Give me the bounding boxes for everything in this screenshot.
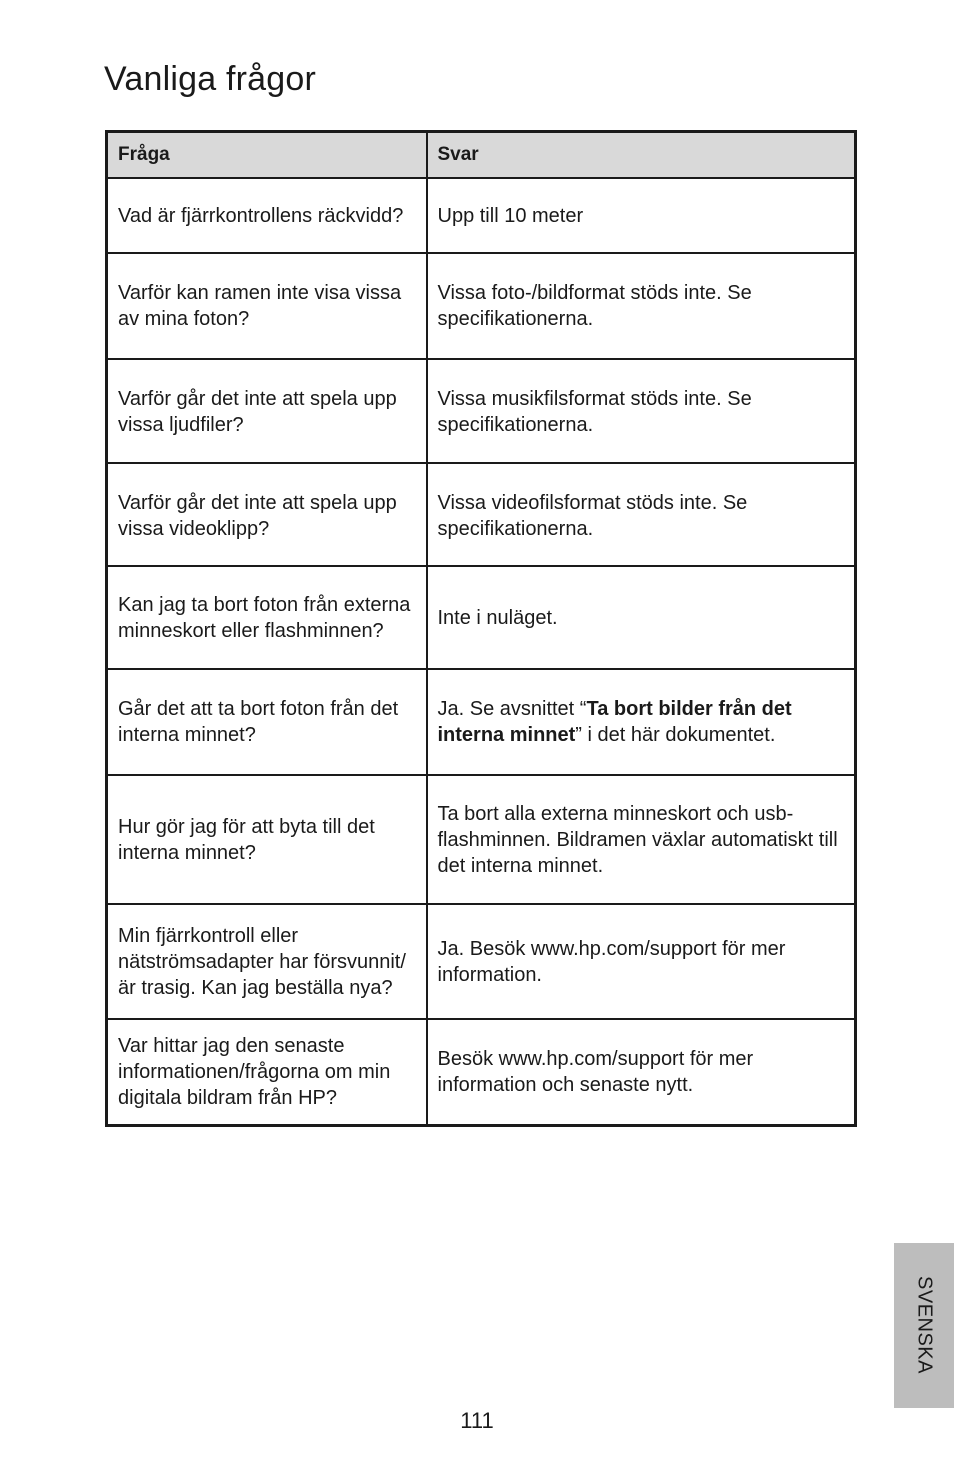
table-row <box>107 904 856 1019</box>
answer-text: Ja. Se avsnittet “ <box>437 698 587 720</box>
table-row <box>107 178 856 253</box>
faq-table <box>105 130 857 1127</box>
answer-cell <box>427 669 856 775</box>
question-cell: Hur gör jag för att byta till det interna minnet? <box>107 775 427 904</box>
table-row <box>107 253 856 359</box>
table-row <box>107 359 856 463</box>
answer-cell: Besök www.hp.com/support för mer information och senaste nytt. <box>427 1019 856 1125</box>
table-row <box>107 775 856 904</box>
question-cell: Varför kan ramen inte visa vissa av mina foton? <box>107 253 427 359</box>
question-cell: Vad är fjärrkontrollens räckvidd? <box>107 178 427 253</box>
column-header-answer: Svar <box>427 132 856 179</box>
answer-cell: Vissa foto-/bildformat stöds inte. Se specifikationerna. <box>427 253 856 359</box>
question-cell: Varför går det inte att spela upp vissa videoklipp? <box>107 463 427 566</box>
table-row <box>107 669 856 775</box>
question-cell: Går det att ta bort foton från det interna minnet? <box>107 669 427 775</box>
answer-cell: Ta bort alla externa minneskort och usb-flashminnen. Bildramen växlar automatiskt till det interna minnet. <box>427 775 856 904</box>
page-title: Vanliga frågor <box>104 60 316 98</box>
answer-cell: Vissa musikfilsformat stöds inte. Se specifikationerna. <box>427 359 856 463</box>
language-tab-label: SVENSKA <box>913 1276 936 1374</box>
section-reference: Ta bort bilder från det interna minnet <box>437 698 792 746</box>
table-row <box>107 566 856 669</box>
question-cell: Varför går det inte att spela upp vissa ljudfiler? <box>107 359 427 463</box>
answer-cell: Inte i nuläget. <box>427 566 856 669</box>
table-row <box>107 463 856 566</box>
table-row <box>107 1019 856 1125</box>
table-header-row <box>107 132 856 179</box>
page-number: 111 <box>460 1408 494 1433</box>
question-cell: Var hittar jag den senaste informationen/frågorna om min digitala bildram från HP? <box>107 1019 427 1125</box>
language-tab <box>894 1243 954 1408</box>
answer-cell: Upp till 10 meter <box>427 178 856 253</box>
answer-cell: Ja. Besök www.hp.com/support för mer information. <box>427 904 856 1019</box>
question-cell: Kan jag ta bort foton från externa minneskort eller flashminnen? <box>107 566 427 669</box>
column-header-question: Fråga <box>107 132 427 179</box>
question-cell: Min fjärrkontroll eller nätströmsadapter har försvunnit/är trasig. Kan jag beställa nya? <box>107 904 427 1019</box>
answer-cell: Vissa videofilsformat stöds inte. Se specifikationerna. <box>427 463 856 566</box>
answer-text: ” i det här dokumentet. <box>575 724 776 746</box>
